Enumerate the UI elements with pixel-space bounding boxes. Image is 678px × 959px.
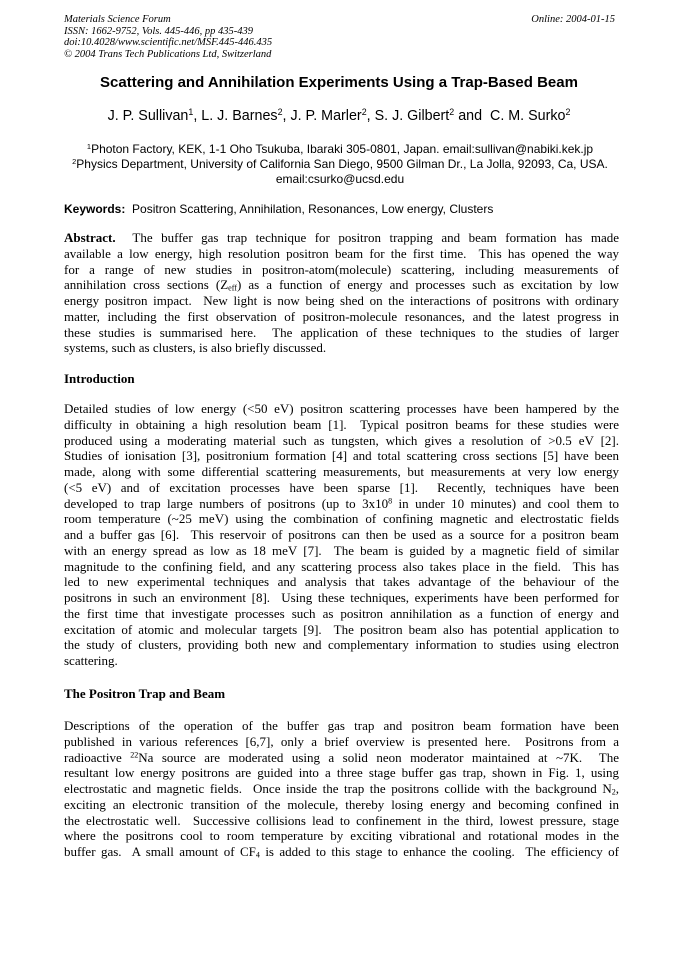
text-line [64, 653, 619, 669]
keywords-text: Positron Scattering, Annihilation, Resonances, Low energy, Clusters [132, 202, 494, 216]
line-text: the electrostatic well. Successive collisions lead to confinement in the third, lowest pressure, stage [64, 812, 619, 828]
text-line [64, 718, 619, 734]
text-line [64, 559, 619, 575]
text-line [64, 527, 619, 543]
author-name: J. P. Marler [290, 108, 362, 124]
section-heading-introduction: Introduction [64, 371, 135, 386]
text-line [64, 262, 619, 278]
subscript: eff [228, 283, 237, 293]
affiliation-text: Physics Department, University of California San Diego, 9500 Gilman Dr., La Jolla, 92093, Ca, USA. email:csurko@ucsd.edu [76, 157, 608, 186]
line-text: The buffer gas trap technique for positron trapping and beam formation has made [115, 230, 619, 245]
author-affiliation-marker: 2 [565, 107, 571, 118]
author-name: S. J. Gilbert [374, 108, 450, 124]
text-line [64, 813, 619, 829]
section-heading-trap-beam: The Positron Trap and Beam [64, 686, 226, 701]
journal-name: Materials Science Forum [64, 14, 171, 25]
subscript: 2 [611, 787, 616, 797]
author-affiliation-marker: 1 [188, 107, 194, 118]
line-text: published in various references [6,7], only a brief overview is presented here. Positrons from a [64, 733, 619, 749]
line-text: with an energy spread as low as 18 meV [7]. The beam is guided by a magnetic field of similar [64, 542, 619, 558]
text-line [64, 230, 619, 246]
affiliation [40, 157, 640, 187]
text-line [64, 574, 619, 590]
text-line [64, 464, 619, 480]
author-name: J. P. Sullivan [107, 108, 189, 124]
line-text: made, along with some differential scattering measurements, but measurements at very low energy [64, 464, 619, 479]
line-text: scattering. [64, 653, 118, 668]
text-line [64, 293, 619, 309]
keywords [64, 202, 493, 216]
line-text: Descriptions of the operation of the buffer gas trap and positron beam formation have been [64, 718, 619, 733]
author-separator: and [454, 108, 490, 124]
online-date: Online: 2004-01-15 [531, 14, 615, 25]
text-line [64, 448, 619, 464]
line-text: (<5 eV) and of excitation processes have been sparse [1]. Recently, techniques have been [64, 479, 619, 495]
copyright: © 2004 Trans Tech Publications Ltd, Switzerland [64, 49, 272, 61]
introduction-paragraph [64, 401, 619, 669]
text-line [64, 496, 619, 512]
line-text: where the positrons cool to room temperature by exciting vibrational and rotational modes in the [64, 828, 619, 844]
line-text: and a buffer gas [6]. This reservoir of positrons can then be used as a source for a positron beam [64, 527, 619, 542]
author-name: C. M. Surko [490, 108, 566, 124]
line-text: led to new experimental techniques and analysis that takes advantage of the behaviour of the [64, 574, 619, 590]
superscript: 22 [130, 750, 139, 760]
text-line [64, 325, 619, 341]
text-line [64, 417, 619, 433]
line-text: exciting an electronic transition of the molecule, thereby losing energy and becoming confined in [64, 796, 619, 812]
superscript: 8 [388, 496, 393, 506]
text-line [64, 637, 619, 653]
trap-beam-paragraph [64, 718, 619, 860]
text-line [64, 309, 619, 325]
author-name: L. J. Barnes [201, 108, 278, 124]
line-text: radioactive [64, 749, 131, 765]
doi: doi:10.4028/www.scientific.net/MSF.445-446.435 [64, 37, 273, 49]
affiliation-marker: 1 [86, 141, 92, 151]
line-text: Detailed studies of low energy (<50 eV) positron scattering processes have been hampered by the [64, 401, 619, 416]
text-line [64, 590, 619, 606]
line-text: buffer gas. A small amount of CF [64, 844, 256, 859]
abstract-label: Abstract. [64, 230, 116, 245]
line-text: , [615, 781, 619, 796]
text-line [64, 765, 619, 781]
text-line [64, 246, 619, 262]
line-text: energy positron impact. New light is now being shed on the interactions of positrons with ordinary [64, 293, 619, 308]
line-text: systems, such as clusters, is also briefly discussed. [64, 340, 327, 356]
line-text: the first time that investigate processes such as positron annihilation as a function of energy and [64, 605, 619, 621]
text-line [64, 734, 619, 750]
author-separator: , [366, 108, 375, 124]
line-text: ) as a function of energy and processes such as excitation by low [236, 277, 619, 293]
affiliation-text: Photon Factory, KEK, 1-1 Oho Tsukuba, Ibaraki 305-0801, Japan. email:sullivan@nabiki.kek.jp [91, 142, 594, 156]
author-affiliation-marker: 2 [449, 107, 455, 118]
line-text: for a range of new studies in positron-atom(molecule) scattering, including measurements of [64, 261, 619, 277]
text-line [64, 480, 619, 496]
affiliation-marker: 2 [72, 156, 77, 166]
text-line [64, 277, 619, 293]
affiliations [40, 142, 640, 187]
text-line [64, 828, 619, 844]
line-text: the study of clusters, providing both new and complementary information to studies using electron [64, 637, 619, 653]
text-line [64, 401, 619, 417]
keywords-label: Keywords: [64, 202, 126, 216]
publication-info [64, 14, 272, 61]
line-text: positrons in such an environment [8]. Using these techniques, experiments have been performed for [64, 590, 619, 605]
text-line [64, 622, 619, 638]
line-text: excitation of atomic and molecular targets [9]. The positron beam also has potential application to [64, 621, 619, 637]
line-text: magnitude to the confining field, and any scattering process also takes place in the field. This has [64, 558, 619, 574]
affiliation [40, 142, 640, 157]
text-line [64, 543, 619, 559]
line-text: available a low energy, high resolution positron beam for the first time. This has opened the way [64, 245, 619, 261]
text-line [64, 340, 619, 356]
issn: ISSN: 1662-9752, Vols. 445-446, pp 435-439 [64, 25, 253, 37]
line-text: electrostatic and magnetic fields. Once inside the trap the positrons collide with the background N [64, 781, 612, 796]
subscript: 4 [255, 850, 260, 860]
text-line [64, 781, 619, 797]
line-text: in under 10 minutes) and cool them to [392, 495, 620, 511]
text-line [64, 844, 619, 860]
text-line [64, 511, 619, 527]
line-text: Studies of ionisation [3], positronium formation [4] and total scattering cross sections [5] have been [64, 448, 619, 464]
line-text: produced using a moderating material such as tungsten, which gives a resolution of >0.5 eV [2]. [64, 432, 619, 448]
author-list [0, 108, 678, 124]
abstract [64, 230, 619, 356]
line-text: matter, including the first observation of positron-molecule resonances, and the latest progress in [64, 308, 619, 324]
text-line [64, 606, 619, 622]
line-text: these studies is summarised here. The application of these techniques to the studies of larger [64, 324, 619, 340]
line-text: resultant low energy positrons are guided into a three stage buffer gas trap, shown in Fig. 1, using [64, 765, 619, 781]
author-separator: , [282, 108, 291, 124]
text-line [64, 750, 619, 766]
paper-title: Scattering and Annihilation Experiments Using a Trap-Based Beam [100, 74, 578, 91]
line-text: difficulty in obtaining a high resolution beam [1]. Typical positron beams for these studies were [64, 416, 619, 432]
author-affiliation-marker: 2 [277, 107, 283, 118]
line-text: developed to trap large numbers of positrons (up to 3x10 [64, 495, 389, 511]
author-separator: , [193, 108, 202, 124]
line-text: room temperature (~25 meV) using the combination of confining magnetic and electrostatic fields [64, 511, 619, 527]
line-text: annihilation cross sections (Z [64, 277, 229, 293]
text-line [64, 797, 619, 813]
line-text: is added to this stage to enhance the cooling. The efficiency of [259, 844, 619, 859]
line-text: Na source are moderated using a solid neon moderator maintained at ~7K. The [138, 749, 619, 765]
text-line [64, 433, 619, 449]
author-affiliation-marker: 2 [361, 107, 367, 118]
